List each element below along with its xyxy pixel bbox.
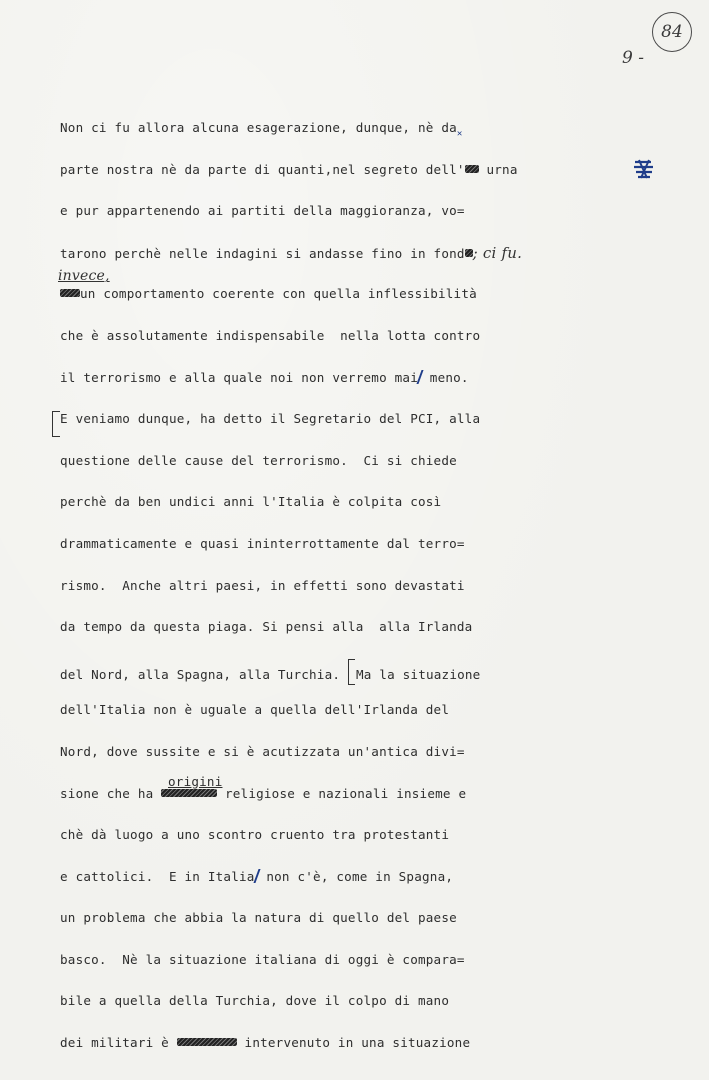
text-line: Nord, dove sussite e si è acutizzata un'antica divi= — [60, 743, 465, 759]
text-line: origini sione che ha religiose e nazionali insieme e — [60, 773, 467, 801]
text-line: del Nord, alla Spagna, alla Turchia. Ma la situazione — [60, 659, 620, 701]
margin-correction-mark-icon — [631, 158, 657, 180]
text-line: e pur appartenendo ai partiti della maggioranza, vo= — [60, 203, 465, 219]
text-line: basco. Nè la situazione italiana di oggi è compara= — [60, 951, 465, 967]
blue-correction-mark-icon: ✕ — [456, 129, 463, 139]
text-line: da tempo da questa piaga. Si pensi alla alla Irlanda — [60, 619, 473, 635]
text-line: bile a quella della Turchia, dove il colpo di mano — [60, 993, 450, 1009]
page-number: 9 - — [622, 48, 644, 68]
struck-out-text — [177, 1038, 237, 1046]
text-line: chè dà luogo a uno scontro cruento tra protestanti — [60, 827, 450, 843]
typed-insertion-above: origini — [168, 773, 223, 789]
text-line: rismo. Anche altri paesi, in effetti sono devastati — [60, 577, 465, 593]
text-line: perchè da ben undici anni l'Italia è colpita così — [60, 494, 442, 510]
struck-out-text — [465, 249, 473, 257]
handwritten-insertion: ; ci fu. — [472, 243, 523, 262]
text-line: questione delle cause del terrorismo. Ci si chiede — [60, 452, 457, 468]
struck-out-text — [465, 165, 479, 173]
typed-text-body — [60, 118, 620, 1075]
text-line: un problema che abbia la natura di quello del paese — [60, 910, 457, 926]
paragraph-bracket-mark — [348, 659, 355, 685]
struck-out-text — [60, 289, 80, 297]
archive-number-circled: 84 — [652, 12, 692, 52]
text-line: dell'Italia non è uguale a quella dell'Irlanda del — [60, 702, 450, 718]
text-line: Non ci fu allora alcuna esagerazione, dunque, nè da✕ — [60, 118, 620, 160]
text-line: parte nostra nè da parte di quanti,nel segreto dell' urna — [60, 161, 518, 177]
handwritten-insertion: invece, — [58, 268, 110, 285]
text-line: dei militari è intervenuto in una situazione — [60, 1035, 471, 1051]
text-line: invece, un comportamento coerente con quella inflessibilità — [58, 268, 477, 302]
paragraph-bracket-mark — [52, 411, 60, 437]
text-line: tarono perchè nelle indagini si andasse fino in fond ; ci fu. — [60, 243, 523, 262]
text-line: che è assolutamente indispensabile nella lotta contro — [60, 327, 481, 343]
text-line: e cattolici. E in Italia non c'è, come in Spagna, — [60, 868, 454, 884]
text-line: E veniamo dunque, ha detto il Segretario del PCI, alla — [60, 409, 620, 451]
text-line: drammaticamente e quasi ininterrottamente dal terro= — [60, 535, 465, 551]
text-line: il terrorismo e alla quale noi non verremo mai meno. — [60, 369, 469, 385]
